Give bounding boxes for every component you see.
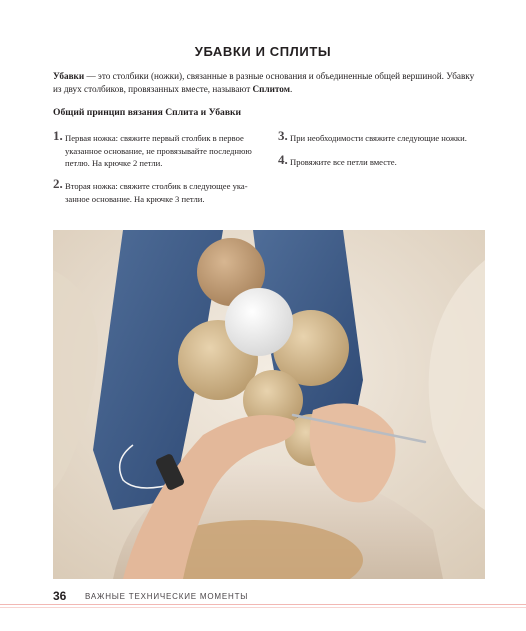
step-line: Первая ножка: свяжите первый столбик в первое [65,133,244,143]
step-line: указанное основание, не провязывайте последнюю [65,145,252,156]
step-line: петлю. На крючке 2 петли. [65,158,163,168]
step-line: При необходимости свяжите следующие ножки. [290,133,467,143]
crochet-illustration [53,230,485,579]
step-number: 4. [278,152,288,167]
page-number: 36 [53,589,67,603]
intro-term-split: Сплитом [252,84,290,94]
step-number: 1. [53,128,63,143]
step-text [65,132,252,170]
step-text [65,180,248,205]
section-subheading: Общий принцип вязания Сплита и Убавки [53,107,242,118]
step-number: 2. [53,176,63,191]
footer-rule [0,604,526,605]
crochet-photo [53,230,485,579]
intro-text-end: . [289,84,293,94]
intro-text: — это столбики (ножки), связанные в разные основания и объединенные общей вершиной. Убавку из двух столбиков, провязанных вместе, называют [53,71,475,94]
step-line: занное основание. На крючке 3 петли. [65,193,205,204]
step-number: 3. [278,128,288,143]
step-text [290,132,467,145]
footer-rule-secondary [0,607,526,608]
running-footer: ВАЖНЫЕ ТЕХНИЧЕСКИЕ МОМЕНТЫ [85,592,249,601]
intro-term: Убавки [53,71,85,81]
step-text [290,156,397,169]
step-line: Вторая ножка: свяжите столбик в следующее ука- [65,181,248,191]
intro-paragraph [53,70,478,96]
step-line: Провяжите все петли вместе. [290,157,397,167]
page-title: УБАВКИ И СПЛИТЫ [194,44,332,59]
